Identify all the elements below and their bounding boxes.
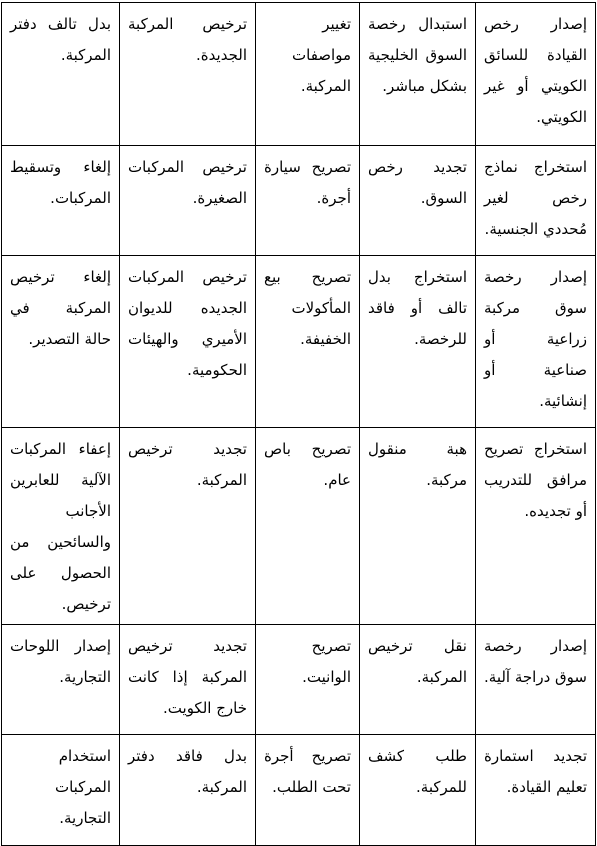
table-cell: إعفاء المركبات الآلية للعابرين الأجانب والسائحين من الحصول على ترخيص. xyxy=(2,428,120,625)
table-cell: تجديد ترخيص المركبة إذا كانت خارج الكويت. xyxy=(120,625,256,735)
table-cell: تجديد استمارة تعليم القيادة. xyxy=(476,735,596,846)
table-cell: نقل ترخيص المركبة. xyxy=(360,625,476,735)
table-cell: بدل فاقد دفتر المركبة. xyxy=(120,735,256,846)
table-cell: إصدار رخص القيادة للسائق الكويتي أو غير الكويتي. xyxy=(476,3,596,146)
table-cell: تصريح باص عام. xyxy=(256,428,360,625)
table-cell: بدل تالف دفتر المركبة. xyxy=(2,3,120,146)
table-cell: هبة منقول مركبة. xyxy=(360,428,476,625)
table-row xyxy=(2,625,596,735)
table-cell: استبدال رخصة السوق الخليجية بشكل مباشر. xyxy=(360,3,476,146)
table-cell: ترخيص المركبة الجديدة. xyxy=(120,3,256,146)
table-cell: تصريح الوانيت. xyxy=(256,625,360,735)
table-row xyxy=(2,146,596,256)
table-cell: استخراج تصريح مرافق للتدريب أو تجديده. xyxy=(476,428,596,625)
table-cell: تصريح سيارة أجرة. xyxy=(256,146,360,256)
services-table xyxy=(1,2,596,846)
table-row xyxy=(2,256,596,428)
table-cell: ترخيص المركبات الجديده للديوان الأميري والهيئات الحكومية. xyxy=(120,256,256,428)
table-row xyxy=(2,735,596,846)
table-cell: تجديد رخص السوق. xyxy=(360,146,476,256)
table-cell: طلب كشف للمركبة. xyxy=(360,735,476,846)
table-cell: تغيير مواصفات المركبة. xyxy=(256,3,360,146)
table-cell: إلغاء ترخيص المركبة في حالة التصدير. xyxy=(2,256,120,428)
table-cell: إصدار رخصة سوق دراجة آلية. xyxy=(476,625,596,735)
table-cell: إلغاء وتسقيط المركبات. xyxy=(2,146,120,256)
table-cell: تصريح بيع المأكولات الخفيفة. xyxy=(256,256,360,428)
table-cell: إصدار اللوحات التجارية. xyxy=(2,625,120,735)
table-row xyxy=(2,3,596,146)
table-cell: إصدار رخصة سوق مركبة زراعية أو صناعية أو إنشائية. xyxy=(476,256,596,428)
table-cell: استخراج بدل تالف أو فاقد للرخصة. xyxy=(360,256,476,428)
table-row xyxy=(2,428,596,625)
table-cell: تجديد ترخيص المركبة. xyxy=(120,428,256,625)
table-cell: ترخيص المركبات الصغيرة. xyxy=(120,146,256,256)
table-cell: استخراج نماذج رخص لغير مُحددي الجنسية. xyxy=(476,146,596,256)
table-cell: تصريح أجرة تحت الطلب. xyxy=(256,735,360,846)
table-cell: استخدام المركبات التجارية. xyxy=(2,735,120,846)
